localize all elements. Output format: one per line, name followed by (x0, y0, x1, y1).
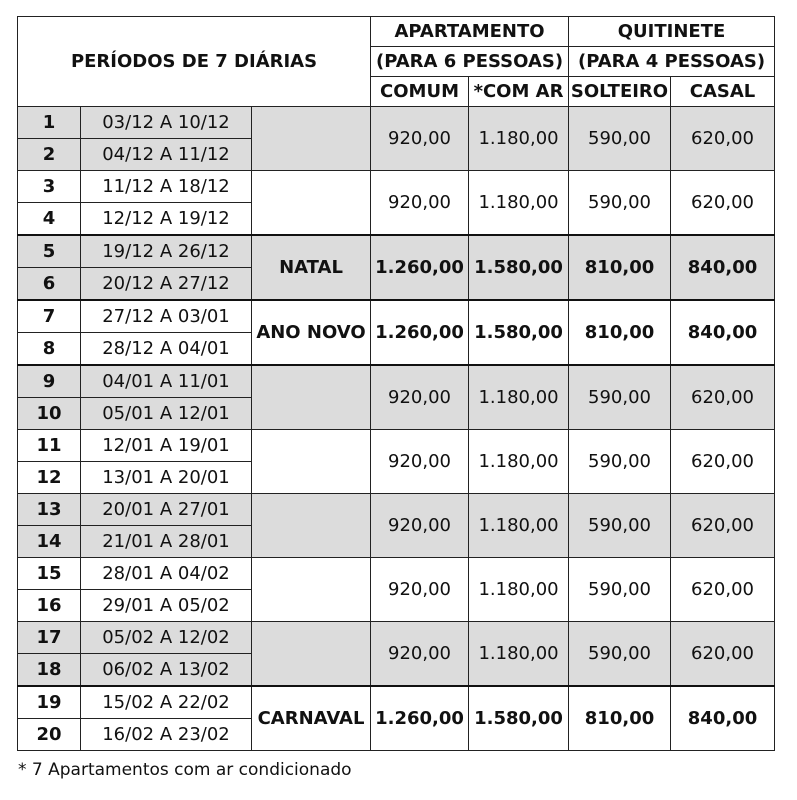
price-solteiro: 590,00 (569, 622, 671, 687)
period-number: 9 (18, 365, 81, 398)
period-number: 20 (18, 719, 81, 751)
col-comum-header: COMUM (371, 77, 469, 107)
period-number: 4 (18, 203, 81, 236)
price-com-ar: 1.580,00 (469, 686, 569, 751)
price-casal: 620,00 (671, 558, 775, 622)
period-dates: 29/01 A 05/02 (81, 590, 252, 622)
period-dates: 11/12 A 18/12 (81, 171, 252, 203)
period-number: 16 (18, 590, 81, 622)
period-dates: 16/02 A 23/02 (81, 719, 252, 751)
price-solteiro: 810,00 (569, 686, 671, 751)
period-dates: 28/12 A 04/01 (81, 333, 252, 366)
footnote: * 7 Apartamentos com ar condicionado (18, 760, 352, 780)
period-event (252, 494, 371, 558)
period-dates: 12/12 A 19/12 (81, 203, 252, 236)
period-event (252, 107, 371, 171)
table-row (18, 622, 775, 654)
period-event (252, 171, 371, 236)
period-dates: 27/12 A 03/01 (81, 300, 252, 333)
price-com-ar: 1.180,00 (469, 430, 569, 494)
apartment-capacity: (PARA 6 PESSOAS) (371, 47, 569, 77)
period-dates: 19/12 A 26/12 (81, 235, 252, 268)
price-comum: 920,00 (371, 558, 469, 622)
studio-capacity: (PARA 4 PESSOAS) (569, 47, 775, 77)
period-number: 1 (18, 107, 81, 139)
table-row (18, 494, 775, 526)
period-number: 12 (18, 462, 81, 494)
price-casal: 620,00 (671, 494, 775, 558)
table-row (18, 430, 775, 462)
price-casal: 620,00 (671, 622, 775, 687)
period-number: 2 (18, 139, 81, 171)
period-dates: 04/12 A 11/12 (81, 139, 252, 171)
period-number: 13 (18, 494, 81, 526)
price-comum: 1.260,00 (371, 300, 469, 365)
period-event (252, 622, 371, 687)
table-row (18, 558, 775, 590)
period-dates: 28/01 A 04/02 (81, 558, 252, 590)
col-com-ar-header: *COM AR (469, 77, 569, 107)
price-com-ar: 1.180,00 (469, 171, 569, 236)
period-event: NATAL (252, 235, 371, 300)
period-number: 18 (18, 654, 81, 687)
period-dates: 05/01 A 12/01 (81, 398, 252, 430)
col-solteiro-header: SOLTEIRO (569, 77, 671, 107)
table-row (18, 107, 775, 139)
period-number: 11 (18, 430, 81, 462)
period-number: 15 (18, 558, 81, 590)
period-dates: 12/01 A 19/01 (81, 430, 252, 462)
col-casal-header: CASAL (671, 77, 775, 107)
table-row (18, 235, 775, 268)
periods-header: PERÍODOS DE 7 DIÁRIAS (18, 17, 371, 107)
period-dates: 21/01 A 28/01 (81, 526, 252, 558)
period-number: 19 (18, 686, 81, 719)
price-com-ar: 1.180,00 (469, 494, 569, 558)
table-row (18, 300, 775, 333)
period-number: 6 (18, 268, 81, 301)
price-casal: 620,00 (671, 365, 775, 430)
period-event: ANO NOVO (252, 300, 371, 365)
period-number: 5 (18, 235, 81, 268)
price-solteiro: 590,00 (569, 494, 671, 558)
price-com-ar: 1.180,00 (469, 107, 569, 171)
price-comum: 920,00 (371, 107, 469, 171)
price-com-ar: 1.580,00 (469, 300, 569, 365)
period-event (252, 558, 371, 622)
period-number: 10 (18, 398, 81, 430)
price-comum: 1.260,00 (371, 235, 469, 300)
period-number: 14 (18, 526, 81, 558)
period-dates: 04/01 A 11/01 (81, 365, 252, 398)
period-number: 8 (18, 333, 81, 366)
period-number: 7 (18, 300, 81, 333)
table-row (18, 365, 775, 398)
price-casal: 840,00 (671, 686, 775, 751)
price-com-ar: 1.580,00 (469, 235, 569, 300)
price-solteiro: 810,00 (569, 235, 671, 300)
price-comum: 1.260,00 (371, 686, 469, 751)
period-event (252, 365, 371, 430)
period-event: CARNAVAL (252, 686, 371, 751)
price-solteiro: 590,00 (569, 365, 671, 430)
price-casal: 840,00 (671, 235, 775, 300)
price-comum: 920,00 (371, 494, 469, 558)
price-com-ar: 1.180,00 (469, 365, 569, 430)
period-dates: 15/02 A 22/02 (81, 686, 252, 719)
price-solteiro: 810,00 (569, 300, 671, 365)
price-comum: 920,00 (371, 622, 469, 687)
period-dates: 06/02 A 13/02 (81, 654, 252, 687)
price-solteiro: 590,00 (569, 430, 671, 494)
studio-header: QUITINETE (569, 17, 775, 47)
price-comum: 920,00 (371, 365, 469, 430)
price-solteiro: 590,00 (569, 107, 671, 171)
price-solteiro: 590,00 (569, 558, 671, 622)
apartment-header: APARTAMENTO (371, 17, 569, 47)
table-row (18, 171, 775, 203)
price-com-ar: 1.180,00 (469, 558, 569, 622)
price-com-ar: 1.180,00 (469, 622, 569, 687)
period-number: 3 (18, 171, 81, 203)
period-dates: 20/12 A 27/12 (81, 268, 252, 301)
period-dates: 05/02 A 12/02 (81, 622, 252, 654)
period-dates: 03/12 A 10/12 (81, 107, 252, 139)
price-comum: 920,00 (371, 171, 469, 236)
period-event (252, 430, 371, 494)
price-casal: 840,00 (671, 300, 775, 365)
price-comum: 920,00 (371, 430, 469, 494)
period-number: 17 (18, 622, 81, 654)
price-casal: 620,00 (671, 430, 775, 494)
table-row (18, 686, 775, 719)
price-casal: 620,00 (671, 107, 775, 171)
price-casal: 620,00 (671, 171, 775, 236)
period-dates: 20/01 A 27/01 (81, 494, 252, 526)
period-dates: 13/01 A 20/01 (81, 462, 252, 494)
rates-table (17, 16, 775, 751)
price-solteiro: 590,00 (569, 171, 671, 236)
